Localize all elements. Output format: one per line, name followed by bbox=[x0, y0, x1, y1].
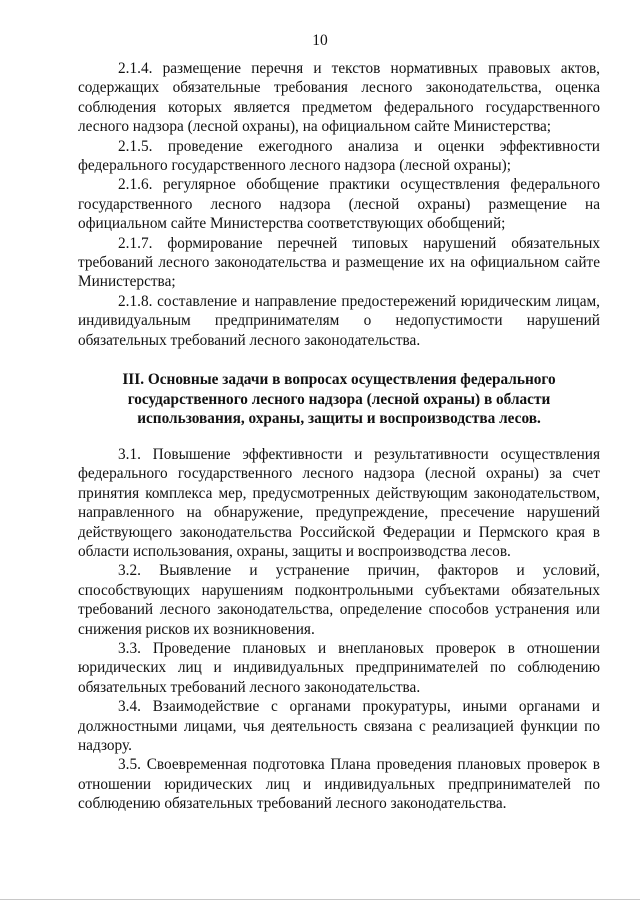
section-heading: III. Основные задачи в вопросах осуществления федерального государственного лесного надзора (лесной охраны) в области использования, охраны, защиты и воспроизводства лесов. bbox=[122, 371, 556, 428]
paragraph-3-2: 3.2. Выявление и устранение причин, факторов и условий, способствующих нарушениям подконтрольными субъектами обязательных требований лесного законодательства, определение способов устранения или снижения рисков их возникновения. bbox=[78, 562, 600, 638]
paragraph-3-1: 3.1. Повышение эффективности и результативности осуществления федерального государственного лесного надзора (лесной охраны) за счет принятия комплекса мер, предусмотренных действующим законодательством, направленного на обнаружение, предупреждение, пресечение нарушений действующего законодательства Российской Федерации и Пермского края в области использования, охраны, защиты и воспроизводства лесов. bbox=[78, 445, 600, 560]
paragraph-2-1-7: 2.1.7. формирование перечней типовых нарушений обязательных требований лесного законодательства и размещение их на официальном сайте Министерства; bbox=[78, 234, 600, 291]
paragraph-2-1-8: 2.1.8. составление и направление предостережений юридическим лицам, индивидуальным предпринимателям о недопустимости нарушений обязательных требований лесного законодательства. bbox=[78, 292, 600, 349]
paragraph-3-5: 3.5. Своевременная подготовка Плана проведения плановых проверок в отношении юридических лиц и индивидуальных предпринимателей по соблюдению обязательных требований лесного законодательства. bbox=[78, 756, 600, 813]
paragraph-2-1-4: 2.1.4. размещение перечня и текстов нормативных правовых актов, содержащих обязательные требования лесного законодательства, оценка соблюдения которых является предметом федерального государственного лесного надзора (лесной охраны), на официальном сайте Министерства; bbox=[78, 60, 600, 136]
paragraph-3-3: 3.3. Проведение плановых и внеплановых проверок в отношении юридических лиц и индивидуальных предпринимателей по соблюдению обязательных требований лесного законодательства. bbox=[78, 639, 600, 696]
paragraph-2-1-6: 2.1.6. регулярное обобщение практики осуществления федерального государственного лесного надзора (лесной охраны) размещение на официальном сайте Министерства соответствующих обобщений; bbox=[78, 176, 600, 233]
paragraph-2-1-5: 2.1.5. проведение ежегодного анализа и оценки эффективности федерального государственного лесного надзора (лесной охраны); bbox=[78, 137, 600, 175]
paragraph-3-4: 3.4. Взаимодействие с органами прокуратуры, иными органами и должностными лицами, чья деятельность связана с реализацией функции по надзору. bbox=[78, 698, 600, 754]
page-bottom-edge bbox=[0, 899, 640, 900]
page-content bbox=[78, 59, 600, 814]
page-number: 10 bbox=[312, 32, 328, 49]
